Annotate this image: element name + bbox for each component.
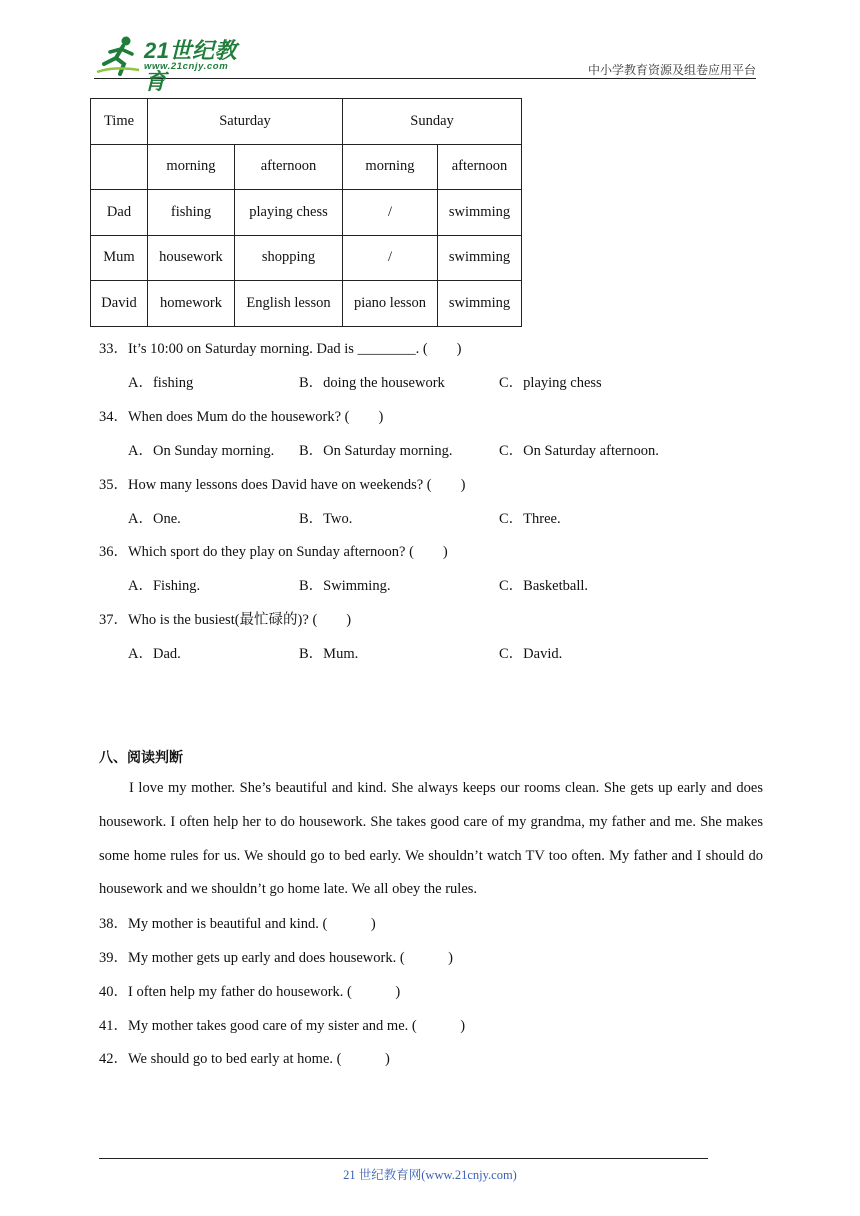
table-row	[91, 190, 522, 236]
platform-name: 中小学教育资源及组卷应用平台	[587, 63, 756, 77]
table-cell: playing chess	[235, 190, 343, 236]
option-c: C．David.	[499, 646, 563, 662]
table-cell: English lesson	[235, 281, 343, 327]
option-a: A．fishing	[128, 375, 194, 391]
option-c: C．playing chess	[499, 375, 602, 391]
table-row	[91, 235, 522, 281]
option-a: A．Fishing.	[128, 578, 201, 594]
option-b: B．doing the housework	[299, 375, 445, 391]
table-cell: swimming	[438, 190, 522, 236]
question-34: 34．When does Mum do the housework? ( )	[99, 409, 384, 425]
logo-url: www.21cnjy.com	[144, 61, 229, 72]
logo-title: 21世纪教育	[144, 38, 237, 94]
logo	[94, 34, 259, 94]
table-row	[91, 281, 522, 327]
question-37: 37．Who is the busiest(最忙碌的)? ( )	[99, 612, 352, 628]
footer-divider	[99, 1158, 708, 1159]
table-cell: homework	[148, 281, 235, 327]
table-cell: morning	[148, 144, 235, 190]
judgement-42: 42．We should go to bed early at home. ( )	[99, 1051, 390, 1067]
reading-passage: I love my mother. She’s beautiful and kind. She always keeps our rooms clean. She gets up early and does housework. I often help her to do housework. She takes good care of my grandma, my father and me. She makes some home rules for us. We should go to bed early. We shouldn’t watch TV too often. My father and I should do housework and we shouldn’t go home late. We all obey the rules.	[99, 780, 763, 898]
option-a: A．On Sunday morning.	[128, 443, 275, 459]
table-cell: David	[91, 281, 148, 327]
table-cell: /	[343, 235, 438, 281]
table-cell: swimming	[438, 235, 522, 281]
question-35: 35．How many lessons does David have on weekends? ( )	[99, 477, 466, 493]
table-cell: housework	[148, 235, 235, 281]
table-cell: Mum	[91, 235, 148, 281]
table-cell: piano lesson	[343, 281, 438, 327]
option-c: C．On Saturday afternoon.	[499, 443, 659, 459]
table-cell: swimming	[438, 281, 522, 327]
question-36: 36．Which sport do they play on Sunday afternoon? ( )	[99, 544, 448, 560]
footer-text: 21 世纪教育网(www.21cnjy.com)	[343, 1168, 517, 1182]
table-header-row	[91, 99, 522, 145]
page-header	[94, 34, 756, 94]
option-a: A．One.	[128, 511, 181, 527]
table-cell: morning	[343, 144, 438, 190]
table-cell: shopping	[235, 235, 343, 281]
judgement-38: 38．My mother is beautiful and kind. ( )	[99, 916, 376, 932]
table-cell: afternoon	[438, 144, 522, 190]
table-cell	[91, 144, 148, 190]
table-cell: afternoon	[235, 144, 343, 190]
table-cell: fishing	[148, 190, 235, 236]
schedule-table	[90, 98, 522, 327]
judgement-39: 39．My mother gets up early and does housework. ( )	[99, 950, 453, 966]
table-cell: Time	[91, 99, 148, 145]
option-b: B．On Saturday morning.	[299, 443, 453, 459]
table-cell: Dad	[91, 190, 148, 236]
table-cell: /	[343, 190, 438, 236]
judgement-41: 41．My mother takes good care of my sister and me. ( )	[99, 1018, 466, 1034]
option-b: B．Two.	[299, 511, 353, 527]
option-c: C．Basketball.	[499, 578, 589, 594]
judgement-40: 40．I often help my father do housework. ( )	[99, 984, 401, 1000]
option-b: B．Mum.	[299, 646, 359, 662]
question-33: 33．It’s 10:00 on Saturday morning. Dad is ________. ( )	[99, 341, 462, 357]
option-a: A．Dad.	[128, 646, 181, 662]
runner-logo-icon	[94, 34, 144, 76]
table-cell: Sunday	[343, 99, 522, 145]
table-cell: Saturday	[148, 99, 343, 145]
option-b: B．Swimming.	[299, 578, 391, 594]
option-c: C．Three.	[499, 511, 561, 527]
section-title: 八、阅读判断	[99, 750, 183, 766]
table-subheader-row	[91, 144, 522, 190]
